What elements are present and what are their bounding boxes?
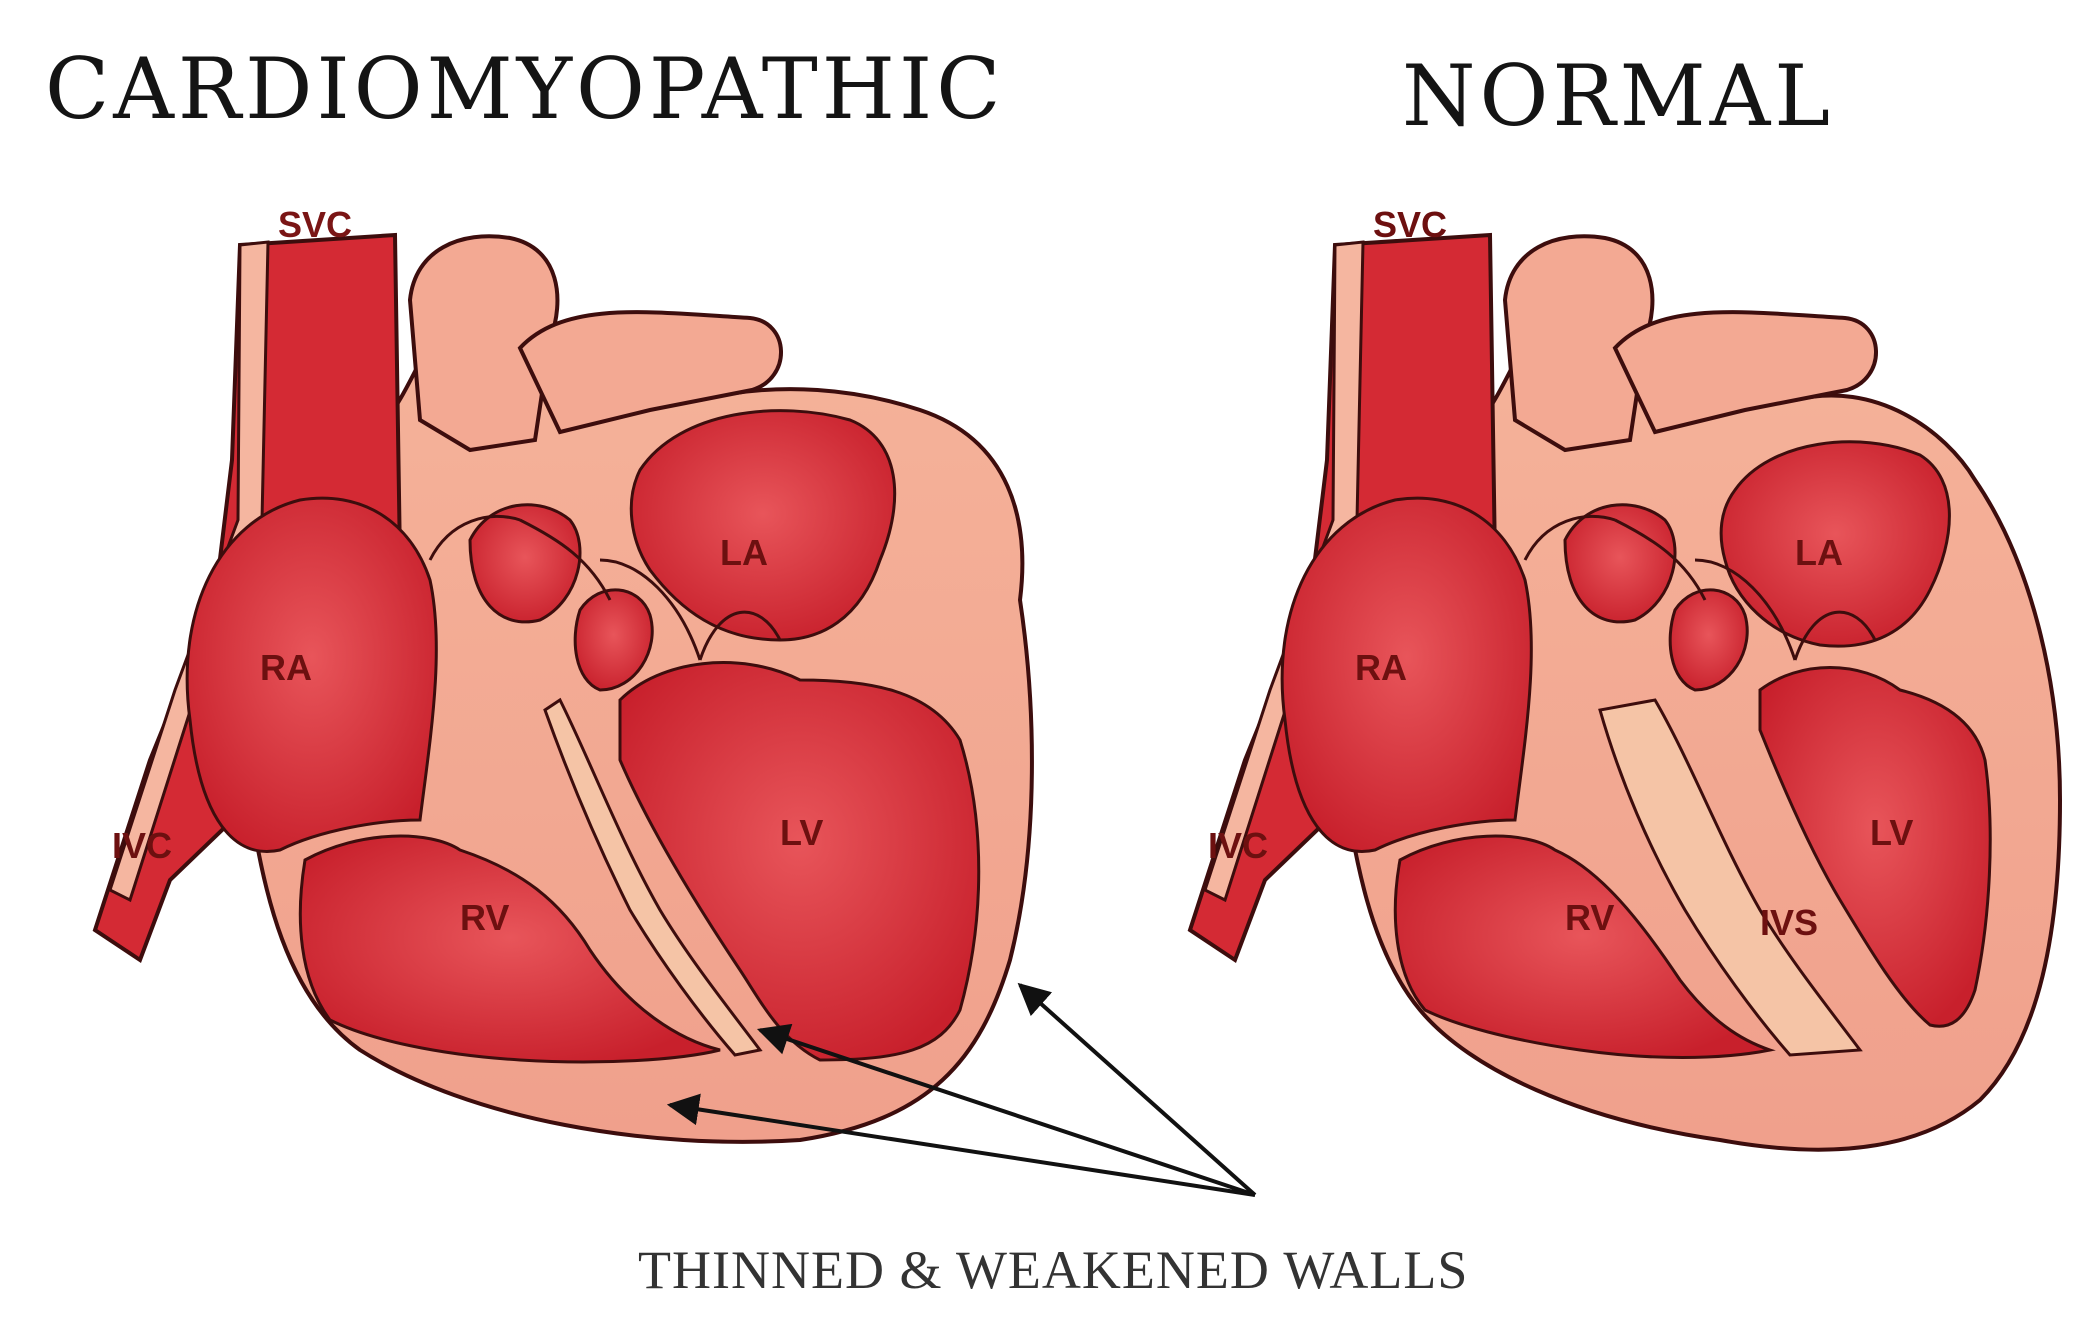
normal-heart — [1190, 204, 2060, 1150]
left-label-lv: LV — [780, 812, 824, 853]
right-label-ivc: IVC — [1208, 825, 1269, 866]
cardiomyopathic-heart — [95, 204, 1032, 1142]
right-label-lv: LV — [1870, 812, 1914, 853]
left-label-rv: RV — [460, 897, 510, 938]
left-label-ra: RA — [260, 647, 312, 688]
left-label-la: LA — [720, 532, 768, 573]
right-label-svc: SVC — [1373, 204, 1448, 245]
caption-thinned-weakened-walls: THINNED & WEAKENED WALLS — [638, 1240, 1469, 1300]
title-cardiomyopathic: CARDIOMYOPATHIC — [45, 40, 1005, 138]
left-label-ivc: IVC — [112, 825, 173, 866]
right-label-ra: RA — [1355, 647, 1407, 688]
right-label-rv: RV — [1565, 897, 1615, 938]
right-label-la: LA — [1795, 532, 1843, 573]
left-label-svc: SVC — [278, 204, 353, 245]
right-label-ivs: IVS — [1760, 902, 1819, 943]
title-normal: NORMAL — [1402, 47, 1835, 145]
